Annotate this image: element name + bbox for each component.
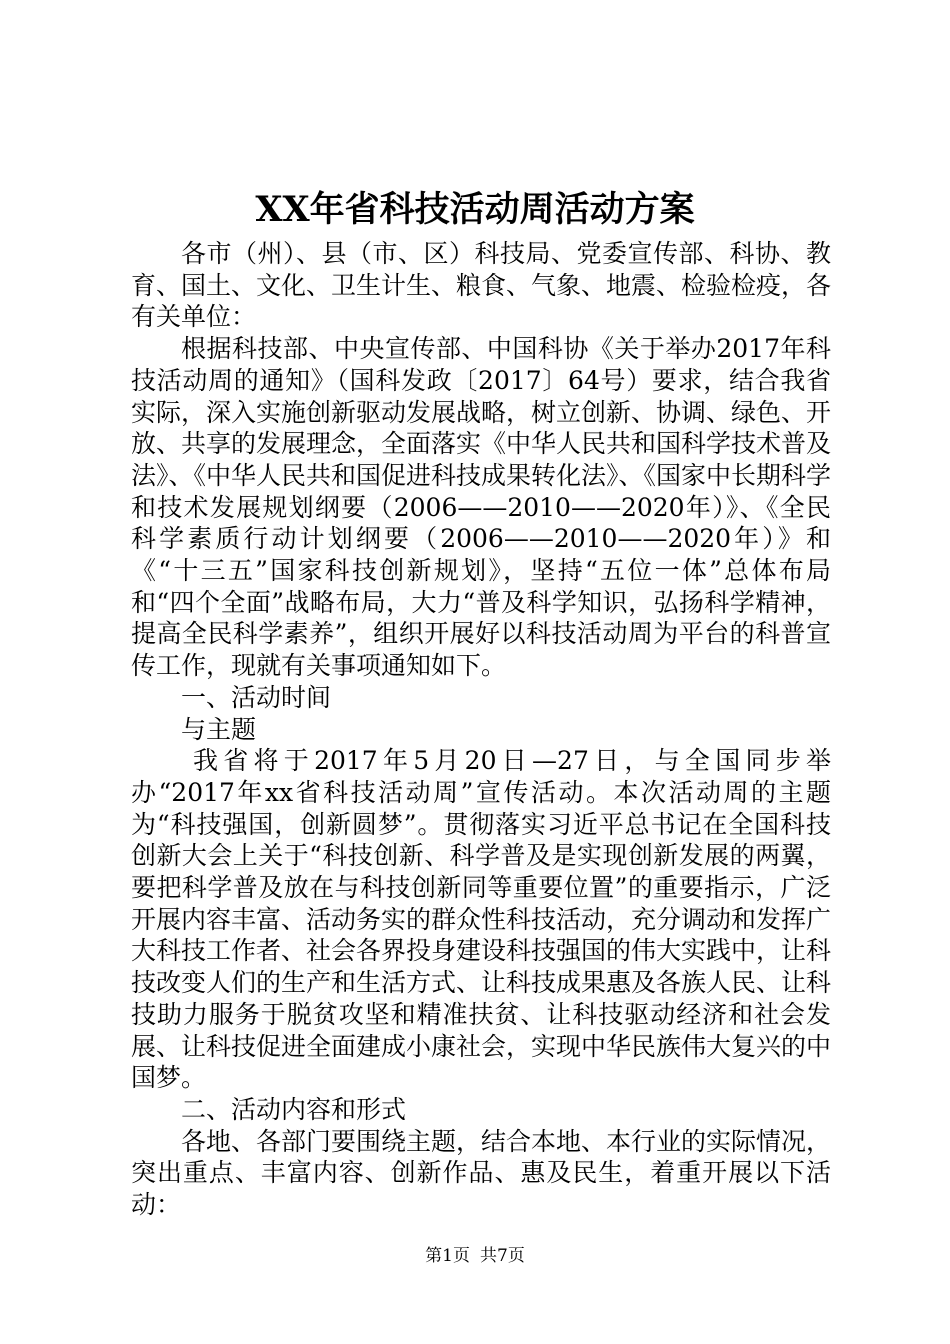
section-heading-1: 一、活动时间 <box>181 682 332 712</box>
page-number-total: 共7页 <box>480 1246 525 1266</box>
document-body <box>131 238 831 1221</box>
page-number-current: 第1页 <box>425 1246 470 1266</box>
intro-paragraph: 根据科技部、中央宣传部、中国科协《关于举办2017年科技活动周的通知》（国科发政〔2017〕64号）要求，结合我省实际，深入实施创新驱动发展战略，树立创新、协调、绿色、开放、共享的发展理念，全面落实《中华人民共和国科学技术普及法》、《中华人民共和国促进科技成果转化法》、《国家中长期科学和技术发展规划纲要（2006——2010——2020年）》、《全民科学素质行动计划纲要（2006——2010——2020年）》和《“十三五”国家科技创新规划》，坚持“五位一体”总体布局和“四个全面”战略布局，大力“普及科学知识，弘扬科学精神，提高全民科学素养”，组织开展好以科技活动周为平台的科普宣传工作，现就有关事项通知如下。 <box>131 334 832 681</box>
salutation-paragraph: 各市（州）、县（市、区）科技局、党委宣传部、科协、教育、国土、文化、卫生计生、粮食、气象、地震、检验检疫，各有关单位： <box>131 239 832 332</box>
activities-paragraph: 各地、各部门要围绕主题，结合本地、本行业的实际情况，突出重点、丰富内容、创新作品、惠及民生，着重开展以下活动： <box>131 1126 832 1220</box>
section-heading-2: 二、活动内容和形式 <box>181 1094 407 1124</box>
theme-paragraph: 我省将于2017年5月20日—27日，与全国同步举办“2017年xx省科技活动周”宣传活动。本次活动周的主题为“科技强国，创新圆梦”。贯彻落实习近平总书记在全国科技创新大会上关于“科技创新、科学普及是实现创新发展的两翼，要把科学普及放在与科技创新同等重要位置”的重要指示，广泛开展内容丰富、活动务实的群众性科技活动，充分调动和发挥广大科技工作者、社会各界投身建设科技强国的伟大实践中，让科技改变人们的生产和生活方式、让科技成果惠及各族人民、让科技助力服务于脱贫攻坚和精准扶贫、让科技驱动经济和社会发展、让科技促进全面建成小康社会，实现中华民族伟大复兴的中国梦。 <box>131 746 832 1093</box>
section-heading-1-continued: 与主题 <box>181 714 257 744</box>
document-title: XX年省科技活动周活动方案 <box>255 189 695 230</box>
page-footer <box>0 1244 950 1268</box>
